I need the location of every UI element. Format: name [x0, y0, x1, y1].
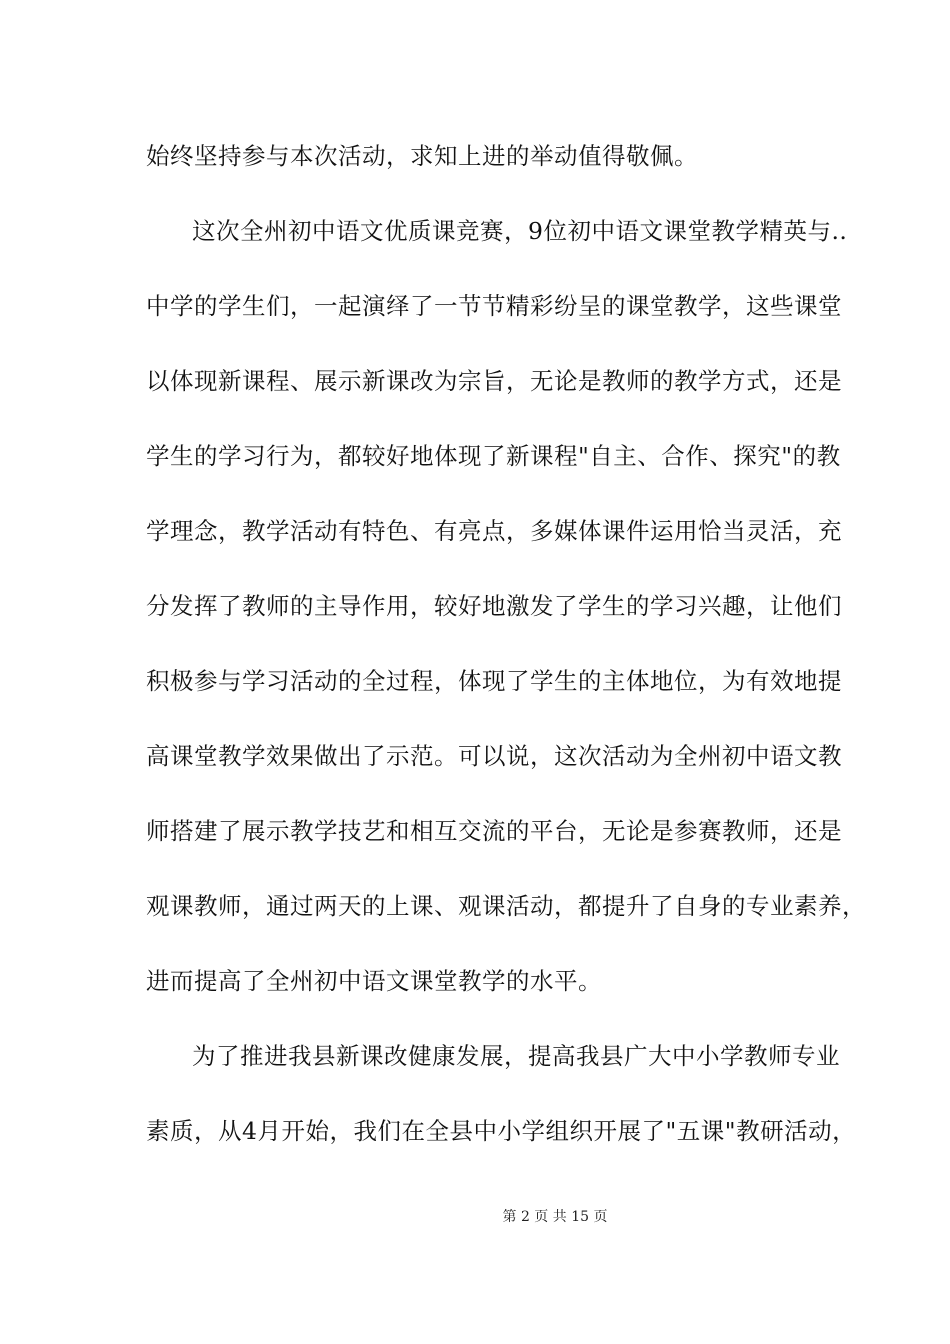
- text-line: 以体现新课程、展示新课改为宗旨，无论是教师的教学方式，还是: [146, 367, 842, 395]
- text-line: 分发挥了教师的主导作用，较好地激发了学生的学习兴趣，让他们: [146, 592, 842, 620]
- text-line: 高课堂教学效果做出了示范。可以说，这次活动为全州初中语文教: [146, 742, 842, 770]
- text-line: 学生的学习行为，都较好地体现了新课程"自主、合作、探究"的教: [146, 442, 841, 470]
- text-line: 学理念，教学活动有特色、有亮点，多媒体课件运用恰当灵活，充: [146, 517, 842, 545]
- text-line: 观课教师，通过两天的上课、观课活动，都提升了自身的专业素养，: [146, 892, 866, 920]
- text-line: 中学的学生们，一起演绎了一节节精彩纷呈的课堂教学，这些课堂: [146, 292, 842, 320]
- page-number-footer: 第 2 页 共 15 页: [502, 1209, 608, 1225]
- text-line: 进而提高了全州初中语文课堂教学的水平。: [146, 967, 602, 995]
- text-line: 积极参与学习活动的全过程，体现了学生的主体地位，为有效地提: [146, 667, 842, 695]
- paragraph-first-line: 为了推进我县新课改健康发展，提高我县广大中小学教师专业: [192, 1042, 840, 1070]
- paragraph-first-line: 这次全州初中语文优质课竞赛，9位初中语文课堂教学精英与..: [192, 217, 848, 245]
- text-line: 始终坚持参与本次活动，求知上进的举动值得敬佩。: [146, 142, 698, 170]
- text-line: 素质，从4月开始，我们在全县中小学组织开展了"五课"教研活动，: [146, 1117, 857, 1145]
- text-line: 师搭建了展示教学技艺和相互交流的平台，无论是参赛教师，还是: [146, 817, 842, 845]
